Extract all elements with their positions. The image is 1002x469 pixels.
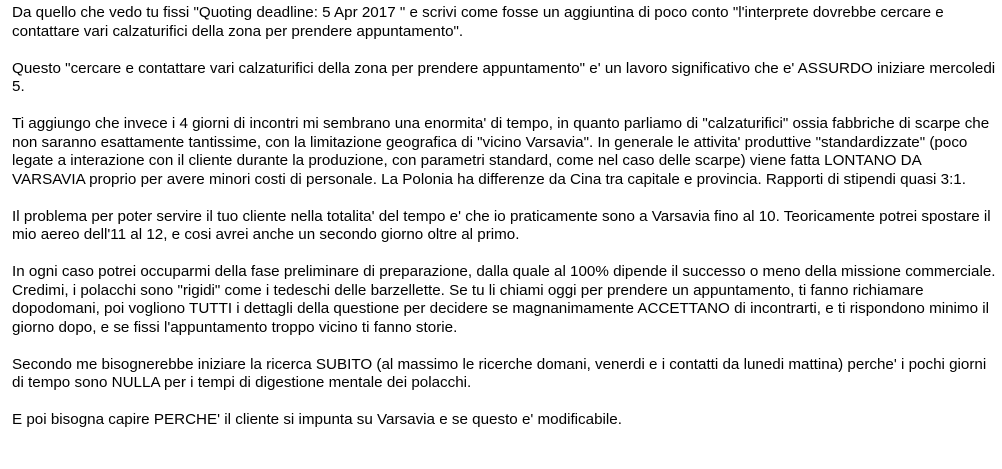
paragraph-why-warsaw: E poi bisogna capire PERCHE' il cliente si impunta su Varsavia e se questo e' modificabile. bbox=[12, 411, 622, 428]
paragraph-meeting-days: Ti aggiungo che invece i 4 giorni di incontri mi sembrano una enormita' di tempo, in quanto parliamo di "calzaturifici" ossia fabbriche di scarpe che non saranno esattamente tantissime, con la limitazione geografica di "vicino Varsavia". In generale le attivita' produttive "standardizzate" (poco legate a interazione con il cliente durante la produzione, con parametri standard, come nel caso delle scarpe) viene fatta LONTANO DA VARSAVIA proprio per avere minori costi di personale. La Polonia ha differenze da Cina tra capitale e provincia. Rapporti di stipendi quasi 3:1. bbox=[12, 115, 990, 188]
paragraph-availability: Il problema per poter servire il tuo cliente nella totalita' del tempo e' che io praticamente sono a Varsavia fino al 10. Teoricamente potrei spostare il mio aereo dell'11 al 12, e cosi avrei anche un secondo giorno oltre al primo. bbox=[12, 207, 991, 243]
email-body bbox=[12, 4, 996, 430]
paragraph-quoting-deadline: Da quello che vedo tu fissi "Quoting deadline: 5 Apr 2017 " e scrivi come fosse un aggiuntina di poco conto "l'interprete dovrebbe cercare e contattare vari calzaturifici della zona per prendere appuntamento". bbox=[12, 4, 944, 40]
paragraph-preparation: In ogni caso potrei occuparmi della fase preliminare di preparazione, dalla quale al 100% dipende il successo o meno della missione commerciale. Credimi, i polacchi sono "rigidi" come i tedeschi delle barzellette. Se tu li chiami oggi per prendere un appuntamento, ti fanno richiamare dopodomani, poi vogliono TUTTI i dettagli della questione per decidere se magnanimamente ACCETTANO di incontrarti, e ti rispondono minimo il giorno dopo, e se fissi l'appuntamento troppo vicino ti fanno storie. bbox=[12, 263, 996, 336]
paragraph-absurd-start: Questo "cercare e contattare vari calzaturifici della zona per prendere appuntamento" e' un lavoro significativo che e' ASSURDO iniziare mercoledi 5. bbox=[12, 59, 996, 95]
paragraph-start-now: Secondo me bisognerebbe iniziare la ricerca SUBITO (al massimo le ricerche domani, venerdi e i contatti da lunedi mattina) perche' i pochi giorni di tempo sono NULLA per i tempi di digestione mentale dei polacchi. bbox=[12, 355, 987, 391]
